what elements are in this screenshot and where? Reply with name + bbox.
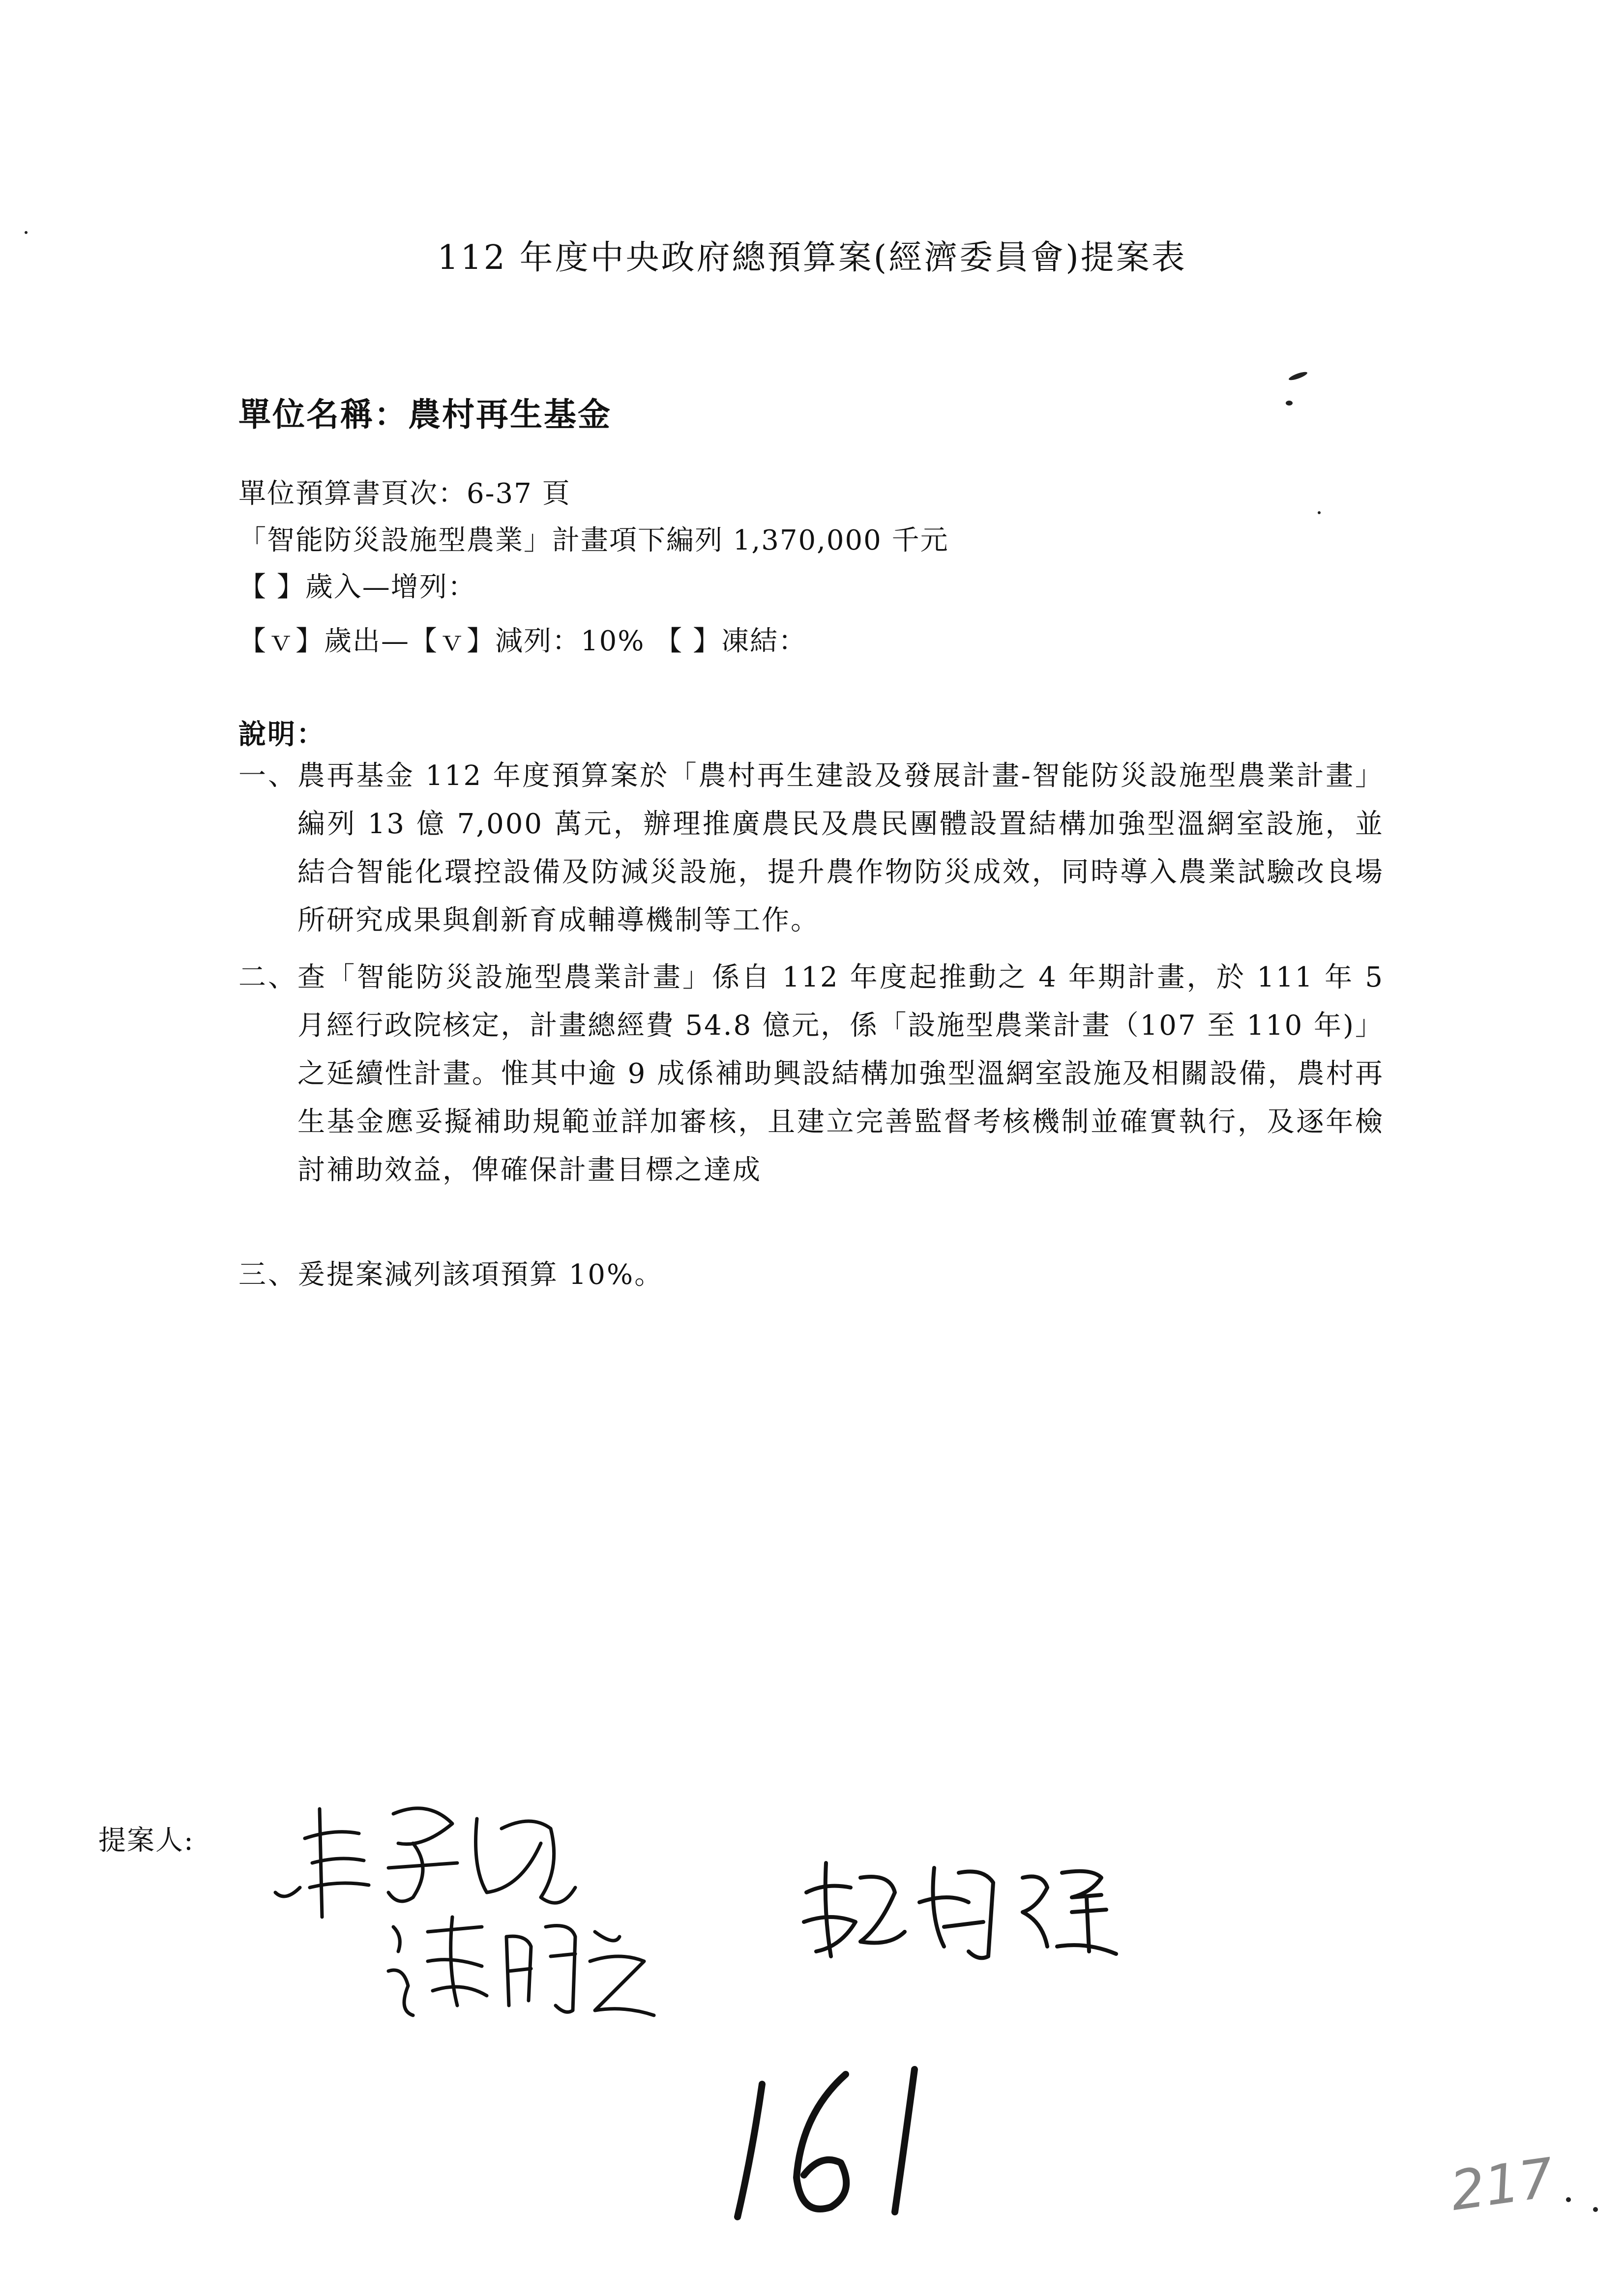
signature-1 (266, 1770, 580, 1927)
signature-3 (797, 1848, 1121, 1976)
scan-speck (1566, 2197, 1571, 2202)
handwritten-number-text (718, 2055, 727, 2060)
document-title: 112 年度中央政府總預算案(經濟委員會)提案表 (437, 238, 1187, 277)
scan-speck (1318, 511, 1321, 514)
unit-name: 單位名稱：農村再生基金 (238, 395, 612, 434)
explanation-item-1 (238, 752, 1384, 945)
explanation-item-2 (238, 954, 1384, 1194)
page-mark: 217 (1447, 2146, 1558, 2223)
budget-page-line: 單位預算書頁次：6-37 頁 (238, 478, 571, 510)
scan-speck (1593, 2207, 1598, 2212)
scan-speck (25, 231, 28, 234)
item-text: 爰提案減列該項預算 10%。 (297, 1259, 664, 1291)
revenue-line: 【 】歲入—增列： (238, 571, 476, 603)
signature-2 (384, 1907, 659, 2025)
expense-line: 【ｖ】歲出—【ｖ】減列：10% 【 】凍結： (238, 625, 807, 657)
item-number: 一、 (238, 760, 297, 792)
item-text: 農再基金 112 年度預算案於「農村再生建設及發展計畫-智能防災設施型農業計畫」編列 13 億 7,000 萬元，辦理推廣農民及農民團體設置結構加強型溫網室設施，並結合智能化環控設備及防減災設施，提升農作物防災成效，同時導入農業試驗改良場所研究成果與創新育成輔導機制等工作。 (297, 760, 1384, 936)
item-text: 查「智能防災設施型農業計畫」係自 112 年度起推動之 4 年期計畫，於 111 年 5 月經行政院核定，計畫總經費 54.8 億元，係「設施型農業計畫（107 至 110 年)」之延續性計畫。惟其中逾 9 成係補助興設結構加強型溫網室設施及相關設備，農村再生基金應妥擬補助規範並詳加審核，且建立完善監督考核機制並確實執行，及逐年檢討補助效益，俾確保計畫目標之達成 (297, 961, 1384, 1186)
scan-speck (1288, 370, 1308, 381)
explanation-item-3 (238, 1251, 1384, 1299)
item-number: 二、 (238, 961, 297, 993)
plan-line: 「智能防災設施型農業」計畫項下編列 1,370,000 千元 (238, 524, 949, 556)
item-number: 三、 (238, 1259, 297, 1291)
proposer-label: 提案人: (98, 1825, 194, 1857)
explanation-heading: 說明： (238, 718, 325, 751)
scan-speck (1286, 401, 1293, 406)
handwritten-number (718, 2055, 944, 2232)
